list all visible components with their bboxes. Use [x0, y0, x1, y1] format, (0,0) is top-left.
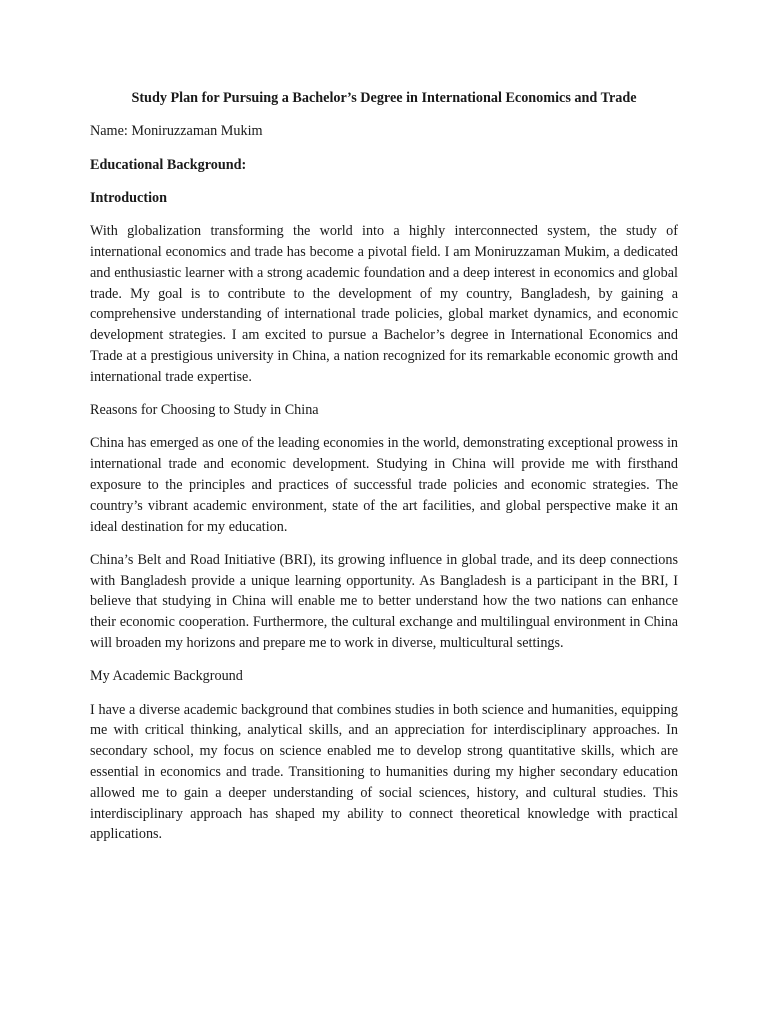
academic-background-heading: My Academic Background — [90, 668, 243, 685]
reasons-paragraph-1: China has emerged as one of the leading economies in the world, demonstrating exceptional prowess in international trade and economic development. Studying in China will provide me with firsthand exposure to the principles and practices of successful trade policies and economic strategies. The country’s vibrant academic environment, state of the art facilities, and global perspective make it an ideal destination for my education. — [90, 435, 678, 535]
name-line: Name: Moniruzzaman Mukim — [90, 123, 263, 140]
reasons-heading: Reasons for Choosing to Study in China — [90, 402, 319, 419]
introduction-paragraph: With globalization transforming the world into a highly interconnected system, the study of international economics and trade has become a pivotal field. I am Moniruzzaman Mukim, a dedicated and enthusiastic learner with a strong academic foundation and a deep interest in economics and global trade. My goal is to contribute to the development of my country, Bangladesh, by gaining a comprehensive understanding of international trade policies, global market dynamics, and economic development strategies. I am excited to pursue a Bachelor’s degree in International Economics and Trade at a prestigious university in China, a nation recognized for its remarkable economic growth and international trade expertise. — [90, 223, 678, 385]
document-title: Study Plan for Pursuing a Bachelor’s Degree in International Economics and Trade — [131, 90, 637, 106]
reasons-paragraph-2: China’s Belt and Road Initiative (BRI), its growing influence in global trade, and its deep connections with Bangladesh provide a unique learning opportunity. As Bangladesh is a participant in the BRI, I believe that studying in China will enable me to better understand how the two nations can enhance their economic cooperation. Furthermore, the cultural exchange and multilingual environment in China will broaden my horizons and prepare me to work in diverse, multicultural settings. — [90, 551, 678, 652]
introduction-heading: Introduction — [90, 189, 167, 206]
educational-background-heading: Educational Background: — [90, 156, 247, 173]
document-page — [90, 88, 678, 858]
academic-background-paragraph: I have a diverse academic background that combines studies in both science and humanities, equipping me with critical thinking, analytical skills, and an appreciation for interdisciplinary approaches. In secondary school, my focus on science enabled me to develop strong quantitative skills, which are essential in economics and trade. Transitioning to humanities during my higher secondary education allowed me to gain a deeper understanding of social sciences, history, and cultural studies. This interdisciplinary approach has shaped my ability to connect theoretical knowledge with practical applications. — [90, 701, 678, 843]
